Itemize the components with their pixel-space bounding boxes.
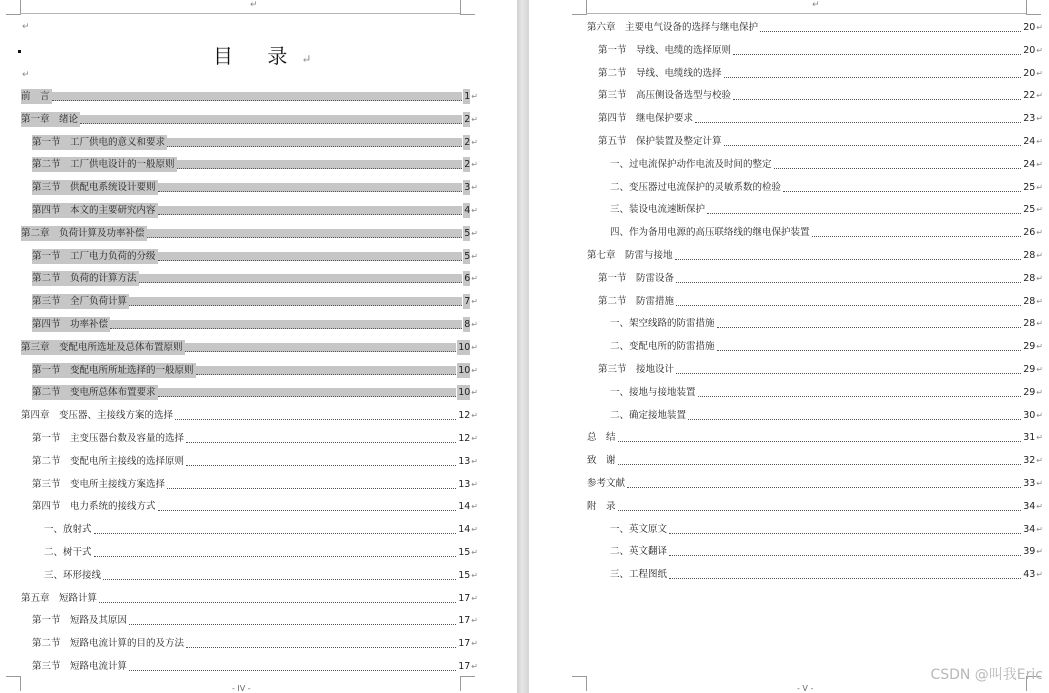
toc-entry-text: 三、环形接线 xyxy=(44,569,102,581)
crop-mark xyxy=(460,676,475,691)
toc-page-number: 29 xyxy=(1023,386,1036,398)
toc-page-number: 20 xyxy=(1023,44,1036,56)
paragraph-mark: ↵ xyxy=(1036,547,1043,557)
toc-entry-text: 第一章 绪论 xyxy=(21,113,79,125)
toc-entry-text: 第一节 导线、电缆的选择原则 xyxy=(598,44,732,56)
toc-entry[interactable] xyxy=(44,568,478,583)
toc-entry[interactable] xyxy=(32,431,478,446)
toc-entry[interactable] xyxy=(21,340,478,355)
toc-entry[interactable] xyxy=(21,408,478,423)
toc-entry-text: 一、过电流保护动作电流及时间的整定 xyxy=(610,158,772,170)
paragraph-mark: ↵ xyxy=(1036,228,1043,238)
toc-dot-leader xyxy=(707,205,1021,214)
toc-dot-leader xyxy=(669,547,1021,556)
toc-entry-text: 参考文献 xyxy=(587,478,626,489)
toc-dot-leader xyxy=(158,206,463,215)
toc-entry-text: 总 结 xyxy=(587,432,616,444)
toc-page-number: 12 xyxy=(458,433,471,444)
toc-page-number: 12 xyxy=(458,410,471,422)
toc-dot-leader xyxy=(158,388,457,397)
toc-entry[interactable] xyxy=(587,430,1043,445)
toc-dot-leader xyxy=(676,365,1021,374)
paragraph-mark: ↵ xyxy=(1036,251,1043,260)
toc-entry[interactable] xyxy=(610,157,1043,172)
toc-entry[interactable] xyxy=(32,249,478,264)
toc-page-number: 25 xyxy=(1023,181,1036,193)
toc-dot-leader xyxy=(724,137,1022,146)
toc-entry[interactable] xyxy=(32,203,478,218)
toc-entry[interactable] xyxy=(610,522,1043,537)
toc-dot-leader xyxy=(80,115,462,124)
toc-dot-leader xyxy=(196,366,457,375)
paragraph-mark: ↵ xyxy=(471,548,478,557)
toc-page-number: 13 xyxy=(458,478,471,490)
toc-dot-leader xyxy=(618,502,1022,511)
paragraph-mark: ↵ xyxy=(1036,68,1043,78)
toc-page-number: 5 xyxy=(464,227,471,239)
toc-page-number: 13 xyxy=(458,455,471,467)
toc-entry-text: 第四章 变压器、主接线方案的选择 xyxy=(21,410,174,422)
toc-title: 目 录↵ xyxy=(213,44,312,68)
toc-entry[interactable] xyxy=(32,613,478,628)
toc-page-number: 14 xyxy=(458,524,471,536)
paragraph-mark: ↵ xyxy=(471,502,478,512)
toc-entry-text: 一、英文原文 xyxy=(610,523,668,535)
paragraph-mark: ↵ xyxy=(471,570,478,580)
paragraph-mark: ↵ xyxy=(471,206,478,215)
paragraph-mark: ↵ xyxy=(471,160,478,170)
paragraph-mark: ↵ xyxy=(1036,159,1043,169)
toc-page-number: 20 xyxy=(1023,22,1036,33)
page-number-footer: - IV - xyxy=(232,684,251,693)
toc-dot-leader xyxy=(733,46,1021,55)
toc-page-number: 4 xyxy=(464,205,471,216)
toc-dot-leader xyxy=(147,229,463,238)
paragraph-mark: ↵ xyxy=(1036,501,1043,511)
paragraph-mark: ↵ xyxy=(471,616,478,626)
toc-entry[interactable] xyxy=(598,294,1043,309)
paragraph-mark: ↵ xyxy=(471,274,478,284)
toc-entry-text: 三、装设电流速断保护 xyxy=(610,204,706,216)
toc-dot-leader xyxy=(812,228,1022,237)
toc-entry[interactable] xyxy=(32,454,478,469)
toc-dot-leader xyxy=(698,388,1022,397)
toc-entry-text: 第五节 保护装置及整定计算 xyxy=(598,136,722,147)
toc-dot-leader xyxy=(717,342,1022,351)
bullet-mark xyxy=(18,50,21,53)
paragraph-mark: ↵ xyxy=(1036,479,1043,488)
crop-mark xyxy=(6,676,21,691)
toc-page-number: 43 xyxy=(1023,569,1036,581)
toc-page-number: 17 xyxy=(458,615,471,627)
toc-dot-leader xyxy=(158,252,463,261)
toc-page-number: 14 xyxy=(458,501,471,513)
paragraph-mark: ↵ xyxy=(1036,365,1043,374)
toc-entry[interactable] xyxy=(32,659,478,674)
toc-entry[interactable] xyxy=(32,499,478,514)
crop-mark xyxy=(1026,0,1041,15)
toc-entry[interactable] xyxy=(610,202,1043,217)
toc-entry-text: 二、树干式 xyxy=(44,547,92,558)
toc-dot-leader xyxy=(717,319,1022,328)
toc-entry-text: 第五章 短路计算 xyxy=(21,592,98,604)
toc-entry-text: 四、作为备用电源的高压联络线的继电保护装置 xyxy=(610,227,810,239)
toc-page-number: 32 xyxy=(1023,455,1036,467)
toc-dot-leader xyxy=(186,639,456,648)
toc-entry[interactable] xyxy=(610,385,1043,400)
toc-dot-leader xyxy=(129,662,456,671)
header-line xyxy=(20,13,460,14)
paragraph-mark: ↵ xyxy=(471,388,478,398)
toc-entry-text: 第二节 导线、电缆线的选择 xyxy=(598,67,722,79)
paragraph-mark: ↵ xyxy=(471,479,478,489)
paragraph-mark: ↵ xyxy=(1036,319,1043,329)
toc-page-number: 2 xyxy=(464,136,471,148)
toc-dot-leader xyxy=(675,251,1022,260)
toc-entry[interactable] xyxy=(32,271,478,286)
toc-dot-leader xyxy=(110,320,462,329)
toc-page-number: 10 xyxy=(458,387,471,399)
toc-entry[interactable] xyxy=(21,591,478,606)
paragraph-mark: ↵ xyxy=(471,411,478,421)
toc-entry-text: 第二节 短路电流计算的目的及方法 xyxy=(32,638,185,650)
toc-page-number: 5 xyxy=(464,250,471,262)
toc-entry-text: 二、英文翻译 xyxy=(610,546,668,558)
toc-entry-text: 第三节 全厂负荷计算 xyxy=(32,296,128,308)
toc-entry[interactable] xyxy=(598,66,1043,81)
toc-entry[interactable] xyxy=(32,180,478,195)
toc-entry-text: 第二节 变配电所主接线的选择原则 xyxy=(32,455,185,467)
paragraph-mark: ↵ xyxy=(1036,137,1043,146)
toc-dot-leader xyxy=(186,457,456,466)
paragraph-mark: ↵ xyxy=(471,434,478,443)
crop-mark xyxy=(6,0,21,15)
toc-page-number: 7 xyxy=(464,296,471,308)
toc-page-number: 31 xyxy=(1023,432,1036,444)
paragraph-mark: ↵ xyxy=(471,228,478,238)
document-page-left xyxy=(0,0,517,693)
toc-entry[interactable] xyxy=(598,43,1043,58)
toc-entry-text: 第六章 主要电气设备的选择与继电保护 xyxy=(587,22,759,33)
crop-mark xyxy=(460,0,475,15)
toc-page-number: 29 xyxy=(1023,341,1036,353)
toc-dot-leader xyxy=(167,138,462,147)
toc-entry-text: 第四节 电力系统的接线方式 xyxy=(32,501,156,513)
toc-page-number: 15 xyxy=(458,547,471,558)
toc-entry-text: 第三节 变电所主接线方案选择 xyxy=(32,478,166,490)
toc-entry[interactable] xyxy=(587,20,1043,35)
paragraph-mark: ↵ xyxy=(1036,410,1043,420)
toc-entry[interactable] xyxy=(610,567,1043,582)
toc-page-number: 23 xyxy=(1023,113,1036,125)
toc-page-number: 24 xyxy=(1023,136,1036,147)
toc-entry[interactable] xyxy=(32,636,478,651)
toc-dot-leader xyxy=(103,571,456,580)
toc-dot-leader xyxy=(774,160,1022,169)
toc-page-number: 6 xyxy=(464,273,471,285)
toc-entry-text: 第三章 变配电所选址及总体布置原则 xyxy=(21,341,183,353)
toc-dot-leader xyxy=(185,343,457,352)
paragraph-mark: ↵ xyxy=(22,22,30,32)
toc-entry-text: 一、接地与接地装置 xyxy=(610,386,696,398)
toc-entry[interactable] xyxy=(598,271,1043,286)
paragraph-mark: ↵ xyxy=(1036,205,1043,215)
toc-entry[interactable] xyxy=(32,363,478,378)
toc-page-number: 24 xyxy=(1023,158,1036,170)
toc-entry-text: 第四节 功率补偿 xyxy=(32,319,109,330)
toc-entry-text: 第四节 继电保护要求 xyxy=(598,113,694,125)
toc-dot-leader xyxy=(177,160,463,169)
toc-entry-text: 第一节 防雷设备 xyxy=(598,272,675,284)
toc-entry[interactable] xyxy=(610,339,1043,354)
toc-entry[interactable] xyxy=(610,225,1043,240)
toc-entry[interactable] xyxy=(598,111,1043,126)
page-gutter xyxy=(517,0,529,693)
toc-entry-text: 前 言 xyxy=(21,91,50,102)
toc-dot-leader xyxy=(129,297,462,306)
page-number-footer: - V - xyxy=(797,684,814,693)
header-line xyxy=(586,13,1026,14)
toc-page-number: 17 xyxy=(458,592,471,604)
toc-entry-text: 二、变配电所的防雷措施 xyxy=(610,341,715,353)
paragraph-mark: ↵ xyxy=(1036,342,1043,352)
toc-page-number: 2 xyxy=(464,113,471,125)
paragraph-mark: ↵ xyxy=(1036,45,1043,55)
paragraph-mark: ↵ xyxy=(471,662,478,671)
toc-entry-text: 第二节 工厂供电设计的一般原则 xyxy=(32,159,175,171)
toc-page-number: 34 xyxy=(1023,500,1036,512)
toc-page-number: 17 xyxy=(458,638,471,650)
toc-dot-leader xyxy=(724,69,1022,78)
toc-page-number: 30 xyxy=(1023,409,1036,421)
toc-entry[interactable] xyxy=(44,522,478,537)
toc-entry[interactable] xyxy=(598,134,1043,149)
toc-entry[interactable] xyxy=(610,544,1043,559)
paragraph-mark: ↵ xyxy=(1036,296,1043,306)
paragraph-mark: ↵ xyxy=(471,251,478,261)
toc-entry-text: 第三节 高压侧设备选型与校验 xyxy=(598,90,732,102)
paragraph-mark: ↵ xyxy=(1036,387,1043,397)
toc-page-number: 28 xyxy=(1023,318,1036,330)
toc-dot-leader xyxy=(669,570,1021,579)
toc-page-number: 29 xyxy=(1023,364,1036,375)
toc-dot-leader xyxy=(52,92,463,101)
toc-dot-leader xyxy=(158,502,457,511)
paragraph-mark: ↵ xyxy=(1036,91,1043,101)
paragraph-mark: ↵ xyxy=(471,639,478,649)
toc-dot-leader xyxy=(129,616,456,625)
paragraph-mark: ↵ xyxy=(471,320,478,329)
toc-entry-text: 三、工程图纸 xyxy=(610,569,668,581)
toc-entry[interactable] xyxy=(598,88,1043,103)
toc-entry-text: 第二节 变电所总体布置要求 xyxy=(32,387,156,399)
toc-dot-leader xyxy=(676,274,1021,283)
paragraph-mark: ↵ xyxy=(471,365,478,375)
toc-entry[interactable] xyxy=(21,226,478,241)
toc-dot-leader xyxy=(139,274,463,283)
toc-page-number: 10 xyxy=(458,364,471,376)
toc-dot-leader xyxy=(167,480,456,489)
paragraph-mark: ↵ xyxy=(471,183,478,193)
toc-page-number: 2 xyxy=(464,159,471,171)
toc-entry[interactable] xyxy=(610,180,1043,195)
paragraph-mark: ↵ xyxy=(1036,273,1043,283)
toc-page-number: 22 xyxy=(1023,90,1036,102)
toc-entry-text: 第七章 防雷与接地 xyxy=(587,250,673,261)
toc-dot-leader xyxy=(676,297,1021,306)
toc-dot-leader xyxy=(618,433,1022,442)
paragraph-mark: ↵ xyxy=(471,593,478,603)
toc-entry-text: 第二节 防雷措施 xyxy=(598,295,675,307)
paragraph-mark: ↵ xyxy=(1036,456,1043,466)
toc-entry[interactable] xyxy=(587,248,1043,263)
crop-mark xyxy=(572,0,587,15)
toc-dot-leader xyxy=(158,183,463,192)
toc-page-number: 28 xyxy=(1023,250,1036,261)
toc-entry[interactable] xyxy=(610,316,1043,331)
toc-entry[interactable] xyxy=(32,385,478,400)
toc-entry-text: 第一节 工厂供电的意义和要求 xyxy=(32,136,166,148)
toc-dot-leader xyxy=(99,594,456,603)
toc-dot-leader xyxy=(733,91,1021,100)
toc-dot-leader xyxy=(186,434,456,443)
toc-page-number: 10 xyxy=(458,341,471,353)
toc-page-number: 17 xyxy=(458,661,471,672)
watermark: CSDN @叫我Eric xyxy=(930,667,1043,683)
toc-entry-text: 致 谢 xyxy=(587,455,616,467)
crop-mark xyxy=(572,676,587,691)
toc-page-number: 39 xyxy=(1023,546,1036,558)
toc-dot-leader xyxy=(688,411,1021,420)
toc-entry[interactable] xyxy=(21,89,478,104)
toc-entry-text: 第二节 负荷的计算方法 xyxy=(32,273,137,285)
toc-dot-leader xyxy=(175,411,456,420)
toc-entry[interactable] xyxy=(21,112,478,127)
paragraph-mark: ↵ xyxy=(1036,182,1043,192)
toc-dot-leader xyxy=(618,456,1022,465)
toc-dot-leader xyxy=(669,525,1021,534)
paragraph-mark: ↵ xyxy=(471,525,478,535)
paragraph-mark: ↵ xyxy=(1036,570,1043,580)
toc-entry[interactable] xyxy=(32,317,478,332)
toc-entry-text: 一、放射式 xyxy=(44,524,92,536)
toc-page-number: 34 xyxy=(1023,523,1036,535)
toc-entry[interactable] xyxy=(598,362,1043,377)
toc-entry-text: 第三节 接地设计 xyxy=(598,364,675,375)
toc-page-number: 33 xyxy=(1023,478,1036,489)
toc-page-number: 28 xyxy=(1023,295,1036,307)
toc-entry-text: 第一节 变配电所所址选择的一般原则 xyxy=(32,364,194,376)
toc-page-number: 3 xyxy=(464,182,471,194)
toc-page-number: 25 xyxy=(1023,204,1036,216)
paragraph-mark: ↵ xyxy=(471,342,478,352)
toc-page-number: 1 xyxy=(464,91,471,102)
toc-dot-leader xyxy=(627,479,1021,488)
paragraph-mark: ↵ xyxy=(471,92,478,101)
toc-entry[interactable] xyxy=(44,545,478,560)
toc-page-number: 15 xyxy=(458,569,471,581)
toc-dot-leader xyxy=(94,548,457,557)
document-page-right xyxy=(529,0,1049,693)
paragraph-mark: ↵ xyxy=(471,137,478,147)
toc-entry-text: 附 录 xyxy=(587,500,616,512)
paragraph-mark: ↵ xyxy=(22,70,30,80)
toc-entry-text: 第一节 工厂电力负荷的分级 xyxy=(32,250,156,262)
toc-entry[interactable] xyxy=(32,157,478,172)
paragraph-mark: ↵ xyxy=(471,456,478,466)
toc-page-number: 20 xyxy=(1023,67,1036,79)
toc-entry-text: 二、变压器过电流保护的灵敏系数的检验 xyxy=(610,181,782,193)
paragraph-mark: ↵ xyxy=(471,297,478,307)
toc-entry-text: 第二章 负荷计算及功率补偿 xyxy=(21,227,145,239)
toc-entry[interactable] xyxy=(32,294,478,309)
toc-entry-text: 第四节 本文的主要研究内容 xyxy=(32,205,156,216)
toc-entry-text: 第一节 短路及其原因 xyxy=(32,615,128,627)
toc-entry-text: 一、架空线路的防雷措施 xyxy=(610,318,715,330)
toc-entry-text: 第三节 短路电流计算 xyxy=(32,661,128,672)
paragraph-mark: ↵ xyxy=(812,0,820,10)
paragraph-mark: ↵ xyxy=(250,0,258,10)
toc-entry-text: 第三节 供配电系统设计要则 xyxy=(32,182,156,194)
paragraph-mark: ↵ xyxy=(471,114,478,124)
toc-page-number: 28 xyxy=(1023,272,1036,284)
paragraph-mark: ↵ xyxy=(1036,524,1043,534)
paragraph-mark: ↵ xyxy=(1036,433,1043,443)
toc-entry[interactable] xyxy=(587,453,1043,468)
paragraph-mark: ↵ xyxy=(1036,114,1043,124)
toc-dot-leader xyxy=(760,23,1021,32)
toc-entry[interactable] xyxy=(587,499,1043,514)
toc-entry[interactable] xyxy=(32,135,478,150)
toc-entry-text: 第一节 主变压器台数及容量的选择 xyxy=(32,433,185,444)
toc-page-number: 8 xyxy=(464,319,471,330)
toc-entry[interactable] xyxy=(610,408,1043,423)
paragraph-mark: ↵ xyxy=(1036,23,1043,32)
toc-dot-leader xyxy=(783,183,1021,192)
toc-dot-leader xyxy=(94,525,457,534)
toc-entry[interactable] xyxy=(32,477,478,492)
toc-entry-text: 二、确定接地装置 xyxy=(610,409,687,421)
toc-dot-leader xyxy=(695,114,1021,123)
toc-page-number: 26 xyxy=(1023,227,1036,239)
toc-entry[interactable] xyxy=(587,476,1043,491)
